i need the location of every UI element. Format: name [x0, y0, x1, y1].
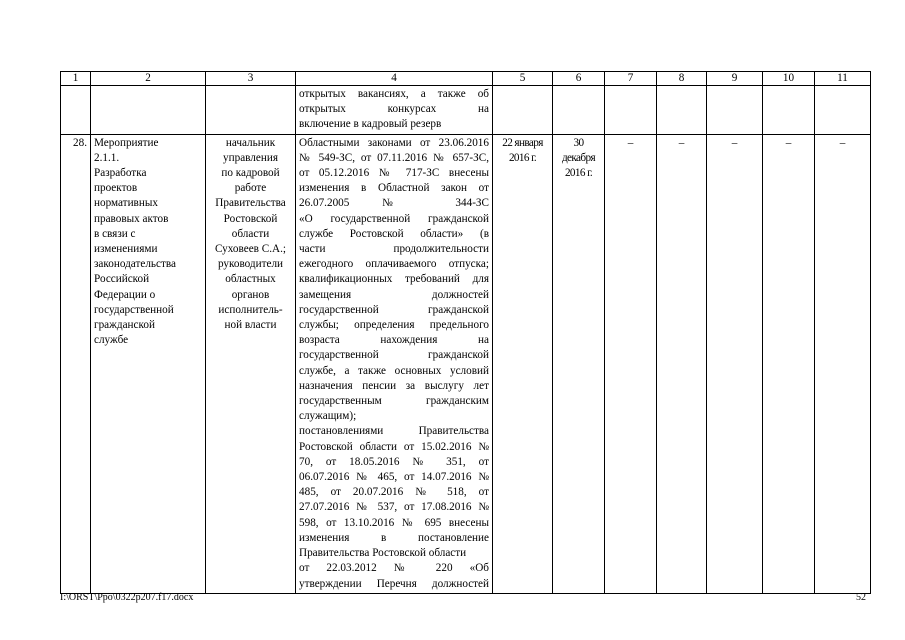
col-number: 5 [493, 72, 553, 86]
column-numbers-row [61, 72, 871, 86]
continuation-text: открытых вакансиях, а также об открытых конкурсах на включение в кадровый резерв [296, 86, 493, 135]
col-number: 7 [605, 72, 657, 86]
row-number: 28. [61, 134, 91, 593]
col-number: 9 [707, 72, 763, 86]
footer-file-path: I:\ORST\Ppo\0322p207.f17.docx [60, 592, 194, 603]
col-number: 10 [763, 72, 815, 86]
continuation-row [61, 86, 871, 135]
start-date-cell: 22 января 2016 г. [493, 134, 553, 593]
footer-page-number: 52 [856, 592, 866, 603]
end-date-cell: 30 декабря 2016 г. [553, 134, 605, 593]
col-number: 1 [61, 72, 91, 86]
result-cell: Областными законами от 23.06.2016 № 549-ЗС, от 07.11.2016 № 657-ЗС, от 05.12.2016 № 717-ЗС внесены изменения в Областной закон от 26.07.2005 № 344-ЗС «О государственной гражданской службе Ростовской области» (в части продолжительности ежегодного оплачиваемого отпуска; квалификационных требований для замещения должностей государственной гражданской службы; определения предельного возраста нахождения на государственной гражданской службе, а также основных условий назначения пенсии за выслугу лет государственным гражданским служащим); постановлениями Правительства Ростовской области от 15.02.2016 № 70, от 18.05.2016 № 351, от 06.07.2016 № 465, от 14.07.2016 № 485, от 20.07.2016 № 518, от 27.07.2016 № 537, от 17.08.2016 № 598, от 13.10.2016 № 695 внесены изменения в постановление Правительства Ростовской области от 22.03.2012 № 220 «Об утверждении Перечня должностей [296, 134, 493, 593]
col-number: 6 [553, 72, 605, 86]
col-number: 4 [296, 72, 493, 86]
responsible-cell: начальник управления по кадровой работе Правительства Ростовской области Суховеев С.А.; руководители областных органов исполнитель- ной власти [206, 134, 296, 593]
col-number: 3 [206, 72, 296, 86]
event-name-cell: Мероприятие 2.1.1. Разработка проектов нормативных правовых актов в связи с изменениями законодательства Российской Федерации о государственной гражданской службе [91, 134, 206, 593]
row-28 [61, 134, 871, 593]
plan-table [60, 71, 871, 594]
col-number: 11 [815, 72, 871, 86]
dash-cell: – [657, 134, 707, 593]
col-number: 2 [91, 72, 206, 86]
col-number: 8 [657, 72, 707, 86]
dash-cell: – [763, 134, 815, 593]
dash-cell: – [815, 134, 871, 593]
dash-cell: – [707, 134, 763, 593]
dash-cell: – [605, 134, 657, 593]
